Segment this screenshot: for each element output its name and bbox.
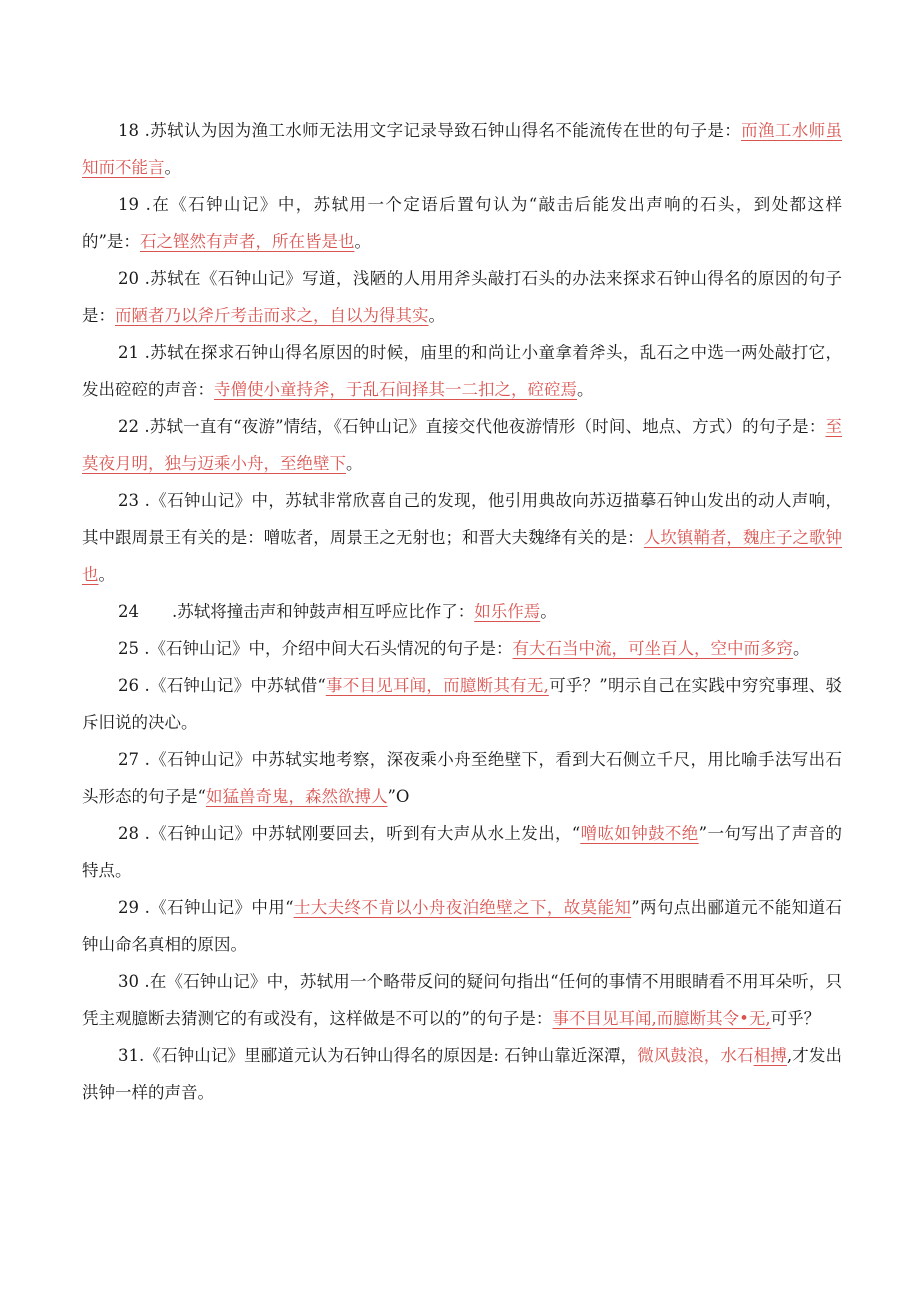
question-28	[82, 815, 842, 889]
question-list	[82, 112, 842, 1111]
answer-text: 如乐作焉	[474, 602, 541, 621]
question-suffix: ”O	[387, 787, 410, 806]
question-suffix: 。	[346, 454, 363, 473]
question-text: 31.《石钟山记》里郦道元认为石钟山得名的原因是: 石钟山靠近深潭，	[118, 1046, 638, 1065]
answer-text: 如猛兽奇鬼，森然欲搏人	[205, 787, 388, 806]
question-22	[82, 408, 842, 482]
question-text: 21 .苏轼在探求石钟山得名原因的时候，庙里的和尚让小童拿着斧头，乱石之中选一两处敲打它，发出硿硿的声音：	[82, 343, 842, 399]
question-27	[82, 741, 842, 815]
question-text: 29 .《石钟山记》中用“	[118, 898, 294, 917]
question-26	[82, 667, 842, 741]
question-text: 22 .苏轼一直有“夜游”情结，《石钟山记》直接交代他夜游情形（时间、地点、方式）的句子是：	[118, 417, 826, 436]
question-text: 25 .《石钟山记》中，介绍中间大石头情况的句子是：	[118, 639, 513, 658]
question-suffix: 。	[354, 232, 371, 251]
answer-text: 士大夫终不肯以小舟夜泊绝壁之下，故莫能知	[293, 898, 632, 917]
answer-text: 有大石当中流，可坐百人，空中而多窍	[512, 639, 793, 658]
question-suffix: 。	[164, 158, 181, 177]
answer-text: 人坎镇鞘者，魏庄子之歌钟也	[82, 528, 843, 584]
question-suffix: 。	[577, 380, 594, 399]
question-text: 30 .在《石钟山记》中，苏轼用一个略带反问的疑问句指出“任何的事情不用眼睛看不用耳朵听，只凭主观臆断去猜测它的有或没有，这样做是不可以的”的句子是：	[82, 972, 842, 1028]
answer-text: 石之铿然有声者，所在皆是也	[139, 232, 355, 251]
question-suffix: 。	[98, 565, 115, 584]
answer-text: 而渔工水师虽知而不能言	[82, 121, 842, 177]
question-suffix: 。	[793, 639, 810, 658]
question-suffix: 可乎？”明示自己在实践中穷究事理、驳斥旧说的决心。	[82, 676, 843, 732]
question-suffix: ”两句点出郦道元不能知道石钟山命名真相的原因。	[82, 898, 843, 954]
question-text: 27 .《石钟山记》中苏轼实地考察，深夜乘小舟至绝壁下，看到大石侧立千尺，用比喻手法写出石头形态的句子是“	[82, 750, 842, 806]
answer-text: 相搏	[753, 1046, 787, 1065]
answer-text: 事不目见耳闻，而臆断其有无,	[325, 676, 549, 695]
answer-text: 而陋者乃以斧斤考击而求之，自以为得其实	[115, 306, 429, 325]
question-text: 26 .《石钟山记》中苏轼借“	[118, 676, 326, 695]
question-21	[82, 334, 842, 408]
question-31	[82, 1037, 842, 1111]
answer-text: 噌吰如钟鼓不绝	[580, 824, 699, 843]
question-24	[82, 593, 842, 630]
question-29	[82, 889, 842, 963]
question-23	[82, 482, 842, 593]
question-suffix: ,才发出洪钟一样的声音。	[82, 1046, 843, 1102]
question-text: 19 .在《石钟山记》中，苏轼用一个定语后置句认为“敲击后能发出声响的石头，到处都这样的”是：	[82, 195, 842, 251]
question-suffix: 可乎？	[770, 1009, 821, 1028]
question-text: 24 .苏轼将撞击声和钟鼓声相互呼应比作了：	[118, 602, 475, 621]
question-text: 23 .《石钟山记》中，苏轼非常欣喜自己的发现，他引用典故向苏迈描摹石钟山发出的动人声响，其中跟周景王有关的是：噌吰者，周景王之无射也；和晋大夫魏绛有关的是：	[82, 491, 842, 547]
question-suffix: 。	[540, 602, 557, 621]
question-20	[82, 260, 842, 334]
answer-text: 至莫夜月明，独与迈乘小舟，至绝壁下	[82, 417, 842, 473]
question-suffix: 。	[428, 306, 445, 325]
question-30	[82, 963, 842, 1037]
answer-text: 事不目见耳闻,而臆断其令•无,	[552, 1009, 771, 1028]
question-suffix: ”一句写出了声音的特点。	[82, 824, 843, 880]
question-25	[82, 630, 842, 667]
answer-text-plain: 微风鼓浪，水石	[637, 1046, 754, 1065]
question-19	[82, 186, 842, 260]
answer-text: 寺僧使小童持斧，于乱石间择其一二扣之，硿硿焉	[214, 380, 577, 399]
question-text: 20 .苏轼在《石钟山记》写道，浅陋的人用用斧头敲打石头的办法来探求石钟山得名的原因的句子是：	[82, 269, 842, 325]
question-18	[82, 112, 842, 186]
question-text: 18 .苏轼认为因为渔工水师无法用文字记录导致石钟山得名不能流传在世的句子是：	[118, 121, 742, 140]
question-text: 28 .《石钟山记》中苏轼刚要回去，听到有大声从水上发出，“	[118, 824, 581, 843]
